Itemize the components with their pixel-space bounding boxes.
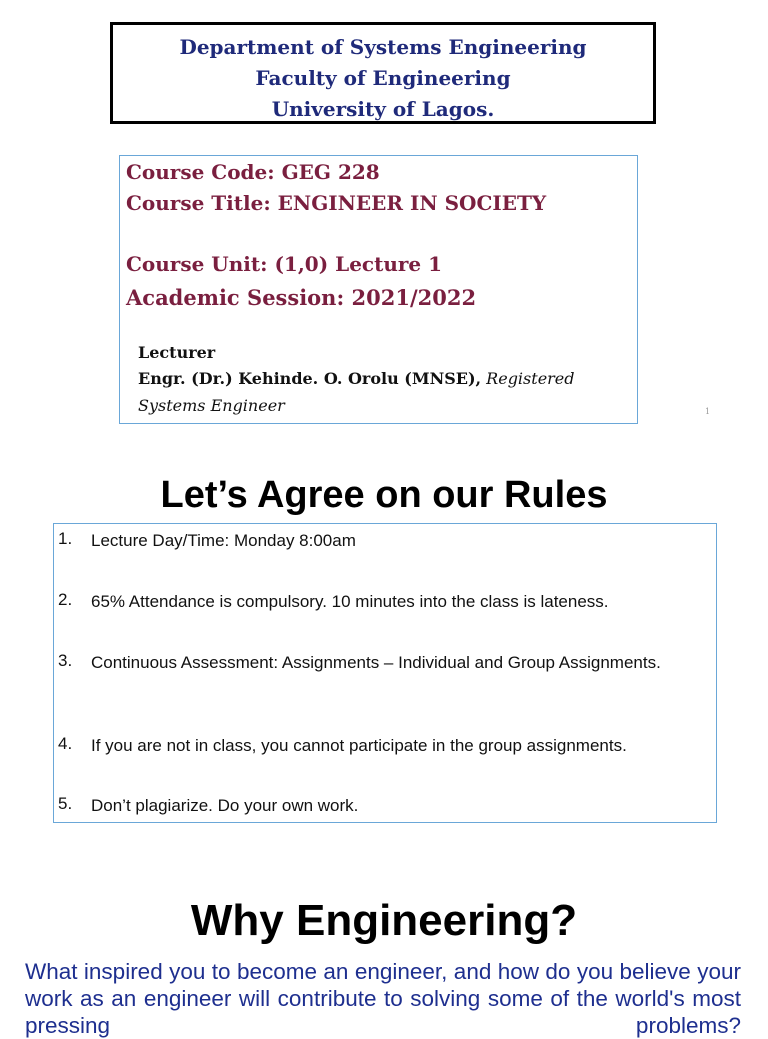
faculty-name: Faculty of Engineering [255, 66, 511, 90]
rule-number: 3. [58, 651, 73, 670]
rule-text: Continuous Assessment: Assignments – Individual and Group Assignments. [91, 653, 661, 672]
rule-text: 65% Attendance is compulsory. 10 minutes into the class is lateness. [91, 592, 609, 611]
lecturer-name: Engr. (Dr.) Kehinde. O. Orolu (MNSE), [138, 369, 482, 388]
rules-heading: Let’s Agree on our Rules [160, 474, 608, 516]
rule-number: 5. [58, 794, 73, 813]
lecturer-title-systems: Systems Engineer [138, 396, 285, 415]
lecturer-label: Lecturer [138, 343, 216, 362]
department-header-box [110, 22, 656, 124]
rule-number: 4. [58, 734, 73, 753]
why-engineering-heading: Why Engineering? [190, 896, 578, 945]
course-info-box [119, 155, 638, 424]
course-unit: Course Unit: (1,0) Lecture 1 [126, 252, 443, 276]
rule-text: Lecture Day/Time: Monday 8:00am [91, 531, 356, 550]
course-code: Course Code: GEG 228 [126, 160, 380, 184]
rule-number: 1. [58, 529, 73, 548]
lecturer-title-registered: Registered [486, 369, 575, 388]
department-name: Department of Systems Engineering [179, 35, 587, 59]
slide-number: 1 [705, 407, 711, 416]
academic-session: Academic Session: 2021/2022 [126, 285, 477, 310]
why-engineering-question: What inspired you to become an engineer, and how do you believe your work as an engineer will contribute to solving some of the world's most pressing problems? [25, 959, 741, 1038]
course-title: Course Title: ENGINEER IN SOCIETY [126, 191, 547, 215]
rule-text: Don’t plagiarize. Do your own work. [91, 796, 359, 815]
university-name: University of Lagos. [271, 97, 495, 121]
rule-text: If you are not in class, you cannot participate in the group assignments. [91, 736, 627, 755]
rules-list-box [53, 523, 717, 823]
rule-number: 2. [58, 590, 73, 609]
lecturer-line [138, 369, 575, 388]
